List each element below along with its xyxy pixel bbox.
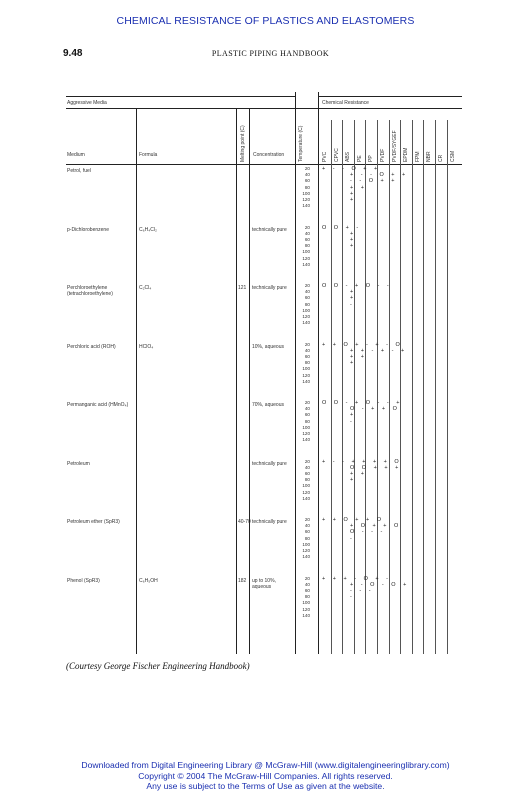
medium-cell: Perchloroethylene (tetrachloroethylene)	[67, 285, 113, 297]
material-column-rule	[400, 120, 401, 654]
temperature-value: 60	[304, 470, 310, 476]
temperature-list	[298, 166, 310, 209]
temperature-value: 40	[304, 581, 310, 587]
formula-cell: C₂Cl₄	[139, 285, 152, 291]
temperature-value: 140	[302, 612, 310, 618]
footer-copyright-line: Copyright © 2004 The McGraw-Hill Companies. All rights reserved.	[138, 770, 393, 781]
concentration-cell: technically pure	[252, 460, 287, 467]
concentration-cell: technically pure	[252, 519, 287, 525]
copyright-footer	[0, 760, 531, 792]
temperature-list	[298, 576, 310, 619]
material-column-header: ABS	[345, 151, 352, 162]
temperature-value: 140	[302, 554, 310, 560]
temperature-list	[298, 283, 310, 326]
resistance-marks: O O - + O - - +	[322, 400, 403, 406]
material-column-header: FPM	[414, 151, 421, 162]
concentration-cell: up to 10%, aqueous	[252, 577, 276, 590]
temperature-value: 20	[304, 400, 310, 405]
temperature-value: 100	[302, 600, 310, 606]
resistance-marks: +	[350, 243, 357, 250]
temperature-value: 80	[304, 535, 310, 541]
temperature-list	[298, 459, 310, 502]
temperature-value: 20	[304, 575, 310, 581]
material-column-rule	[331, 120, 332, 654]
formula-cell: HClO₄	[139, 343, 154, 350]
resistance-marks: O O + + +	[350, 464, 402, 471]
medium-cell: Perchloric acid (ROH)	[67, 343, 116, 350]
temperature-value: 140	[302, 203, 310, 209]
temperature-value: 80	[304, 418, 310, 424]
concentration-cell: technically pure	[252, 285, 287, 291]
melting-cell: 121	[238, 285, 247, 291]
melting-cell: 182	[238, 577, 247, 584]
temperature-value: 120	[302, 372, 310, 378]
temperature-value: 120	[302, 314, 310, 320]
resistance-marks: + - O - O +	[350, 581, 410, 588]
medium-cell: Petroleum	[67, 460, 90, 467]
material-column-header: PVC	[322, 151, 328, 162]
temperature-value: 80	[304, 594, 310, 600]
medium-cell: p-Dichlorobenzene	[67, 226, 109, 233]
temperature-value: 120	[302, 255, 310, 261]
resistance-marks: -	[350, 418, 355, 425]
resistance-marks: +	[350, 295, 357, 302]
page-banner: CHEMICAL RESISTANCE OF PLASTICS AND ELASTOMERS	[116, 15, 415, 27]
melting-cell: 40-70	[238, 519, 251, 525]
resistance-marks: + + + - O + -	[322, 575, 391, 582]
chemical-resistance-heading: Chemical Resistance	[322, 100, 369, 106]
medium-cell: Permanganic acid (HMnO₄)	[67, 402, 129, 408]
resistance-marks: +	[350, 412, 357, 419]
temperature-value: 100	[302, 307, 310, 313]
resistance-marks: O - - -	[350, 529, 386, 536]
material-column-header: PE	[356, 155, 363, 162]
resistance-marks: + + - + - +	[350, 347, 408, 354]
temperature-value: 80	[304, 360, 310, 366]
temperature-value: 40	[304, 406, 310, 412]
temperature-value: 120	[302, 197, 310, 203]
temperature-value: 80	[304, 477, 310, 483]
temperature-value: 40	[304, 523, 310, 529]
material-column-rule	[412, 120, 413, 654]
temperature-value: 80	[304, 184, 310, 190]
book-title: PLASTIC PIPING HANDBOOK	[211, 49, 330, 58]
chemical-resistance-table	[66, 92, 462, 654]
temperature-value: 120	[302, 606, 310, 612]
resistance-marks: + +	[350, 184, 367, 191]
temperature-value: 60	[304, 178, 310, 184]
concentration-cell: 10%, aqueous	[252, 343, 284, 350]
temperature-value: 80	[304, 301, 310, 307]
material-column-rule	[377, 120, 378, 654]
formula-column-header: Formula	[139, 152, 158, 158]
resistance-marks: - - -	[350, 587, 374, 594]
resistance-marks: + O + + O	[350, 523, 402, 530]
medium-cell: Phenol (SpR3)	[67, 577, 100, 584]
resistance-marks: +	[350, 360, 357, 367]
table-caption: (Courtesy George Fischer Engineering Handbook)	[66, 661, 250, 671]
material-column-rule	[435, 120, 436, 654]
material-column-header: PP	[368, 155, 375, 162]
material-column-rule	[423, 120, 424, 654]
temperature-value: 60	[304, 412, 310, 418]
concentration-cell: 70%, aqueous	[252, 402, 284, 408]
resistance-marks: + +	[350, 470, 367, 477]
material-column-header: NBR	[426, 151, 433, 162]
temperature-value: 140	[302, 495, 310, 501]
medium-cell: Petrol, fuel	[67, 168, 91, 174]
resistance-marks: -	[350, 301, 355, 308]
material-column-header: CSM	[449, 150, 456, 162]
temperature-value: 100	[302, 424, 310, 430]
resistance-marks: +	[350, 230, 357, 237]
temperature-value: 20	[304, 283, 310, 288]
resistance-marks: + + O + + O	[322, 517, 385, 523]
temperature-value: 120	[302, 548, 310, 554]
material-column-header: PVDF/SYGEF	[391, 130, 398, 162]
resistance-marks: + +	[350, 353, 367, 360]
resistance-marks: O O - + O - -	[322, 283, 392, 289]
temperature-value: 100	[302, 366, 310, 372]
material-column-rule	[365, 120, 366, 654]
aggressive-media-heading: Aggressive Media	[67, 100, 107, 106]
temperature-value: 60	[304, 295, 310, 301]
temperature-list	[298, 225, 310, 268]
temperature-value: 140	[302, 320, 310, 326]
temperature-value: 40	[304, 289, 310, 295]
footer-download-line: Downloaded from Digital Engineering Library @ McGraw-Hill (www.digitalengineeringlibrary.com)	[81, 760, 450, 770]
temperature-value: 80	[304, 243, 310, 249]
temperature-value: 60	[304, 529, 310, 535]
resistance-marks: +	[350, 197, 357, 203]
resistance-marks: +	[350, 236, 357, 243]
resistance-marks: -	[350, 594, 355, 601]
temperature-value: 140	[302, 261, 310, 267]
material-column-rule	[389, 120, 390, 654]
temperature-value: 120	[302, 489, 310, 495]
resistance-marks: +	[350, 289, 357, 296]
material-column-header: CR	[438, 154, 444, 162]
temperature-value: 140	[302, 437, 310, 443]
temperature-list	[298, 517, 310, 560]
temperature-value: 20	[304, 166, 310, 171]
temperature-value: 40	[304, 230, 310, 236]
temperature-value: 20	[304, 224, 310, 230]
formula-cell: C₆H₅OH	[139, 577, 158, 584]
temperature-value: 40	[304, 347, 310, 353]
resistance-marks: +	[350, 477, 357, 484]
temperature-value: 100	[302, 541, 310, 547]
material-column-header: CPVC	[333, 148, 340, 162]
medium-column-header: Medium	[67, 152, 85, 158]
resistance-marks: + + O + - + - O	[322, 341, 403, 348]
temperature-value: 60	[304, 236, 310, 242]
resistance-marks: O O + -	[322, 224, 362, 231]
temperature-value: 20	[304, 517, 310, 522]
material-column-header: PVDF	[380, 148, 386, 162]
footer-terms-line: Any use is subject to the Terms of Use as given at the website.	[146, 781, 385, 791]
concentration-column-header: Concentration	[253, 152, 285, 158]
resistance-marks: +	[350, 190, 357, 197]
resistance-marks: - - O + +	[350, 178, 398, 185]
resistance-marks: + - - + + + + O	[322, 458, 402, 465]
temperature-list	[298, 342, 310, 385]
temperature-value: 20	[304, 458, 310, 464]
resistance-marks: -	[350, 535, 355, 542]
page-number: 9.48	[63, 48, 83, 59]
temperature-value: 40	[304, 464, 310, 470]
temperature-column-header: Temperature (C)	[298, 125, 304, 162]
temperature-list	[298, 400, 310, 443]
resistance-marks: O - + + O	[350, 406, 400, 413]
temperature-value: 40	[304, 172, 310, 178]
material-column-header: EPDM	[403, 147, 410, 162]
material-column-rule	[447, 120, 448, 654]
material-column-rule	[342, 120, 343, 654]
melting-column-header: Melting point (C)	[240, 125, 246, 162]
temperature-value: 100	[302, 190, 310, 196]
concentration-cell: technically pure	[252, 226, 287, 233]
temperature-value: 60	[304, 587, 310, 593]
temperature-value: 120	[302, 431, 310, 437]
resistance-marks: + - - O + +	[322, 166, 381, 172]
temperature-value: 100	[302, 249, 310, 255]
temperature-value: 60	[304, 353, 310, 359]
temperature-value: 100	[302, 483, 310, 489]
medium-cell: Petroleum ether (SpR3)	[67, 519, 120, 525]
formula-cell: C₆H₄Cl₂	[139, 226, 157, 233]
temperature-value: 140	[302, 378, 310, 384]
temperature-value: 20	[304, 341, 310, 347]
resistance-marks: + - - O + +	[350, 172, 409, 179]
